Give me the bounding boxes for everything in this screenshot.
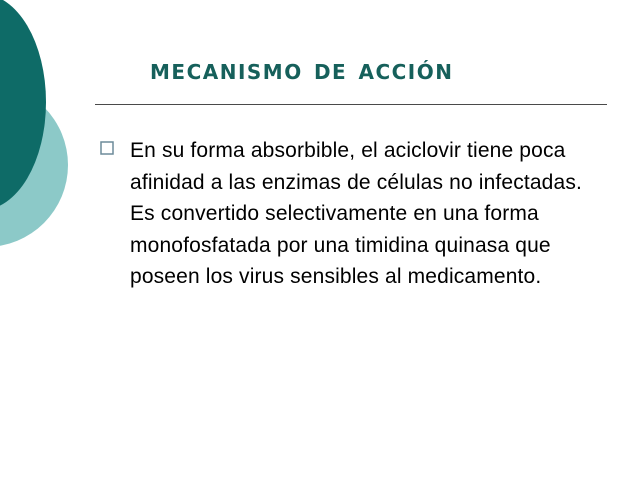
bullet-text: En su forma absorbible, el aciclovir tiene poca afinidad a las enzimas de células no infectadas. Es convertido selectivamente en una forma monofosfatada por una timidina quinasa que poseen los virus sensibles al medicamento. xyxy=(130,139,582,288)
slide-content xyxy=(100,135,600,293)
bullet-item xyxy=(100,135,600,293)
hollow-square-bullet-icon xyxy=(100,141,114,155)
title-divider xyxy=(95,104,607,105)
slide-title: mecanismo de acción xyxy=(150,53,454,86)
